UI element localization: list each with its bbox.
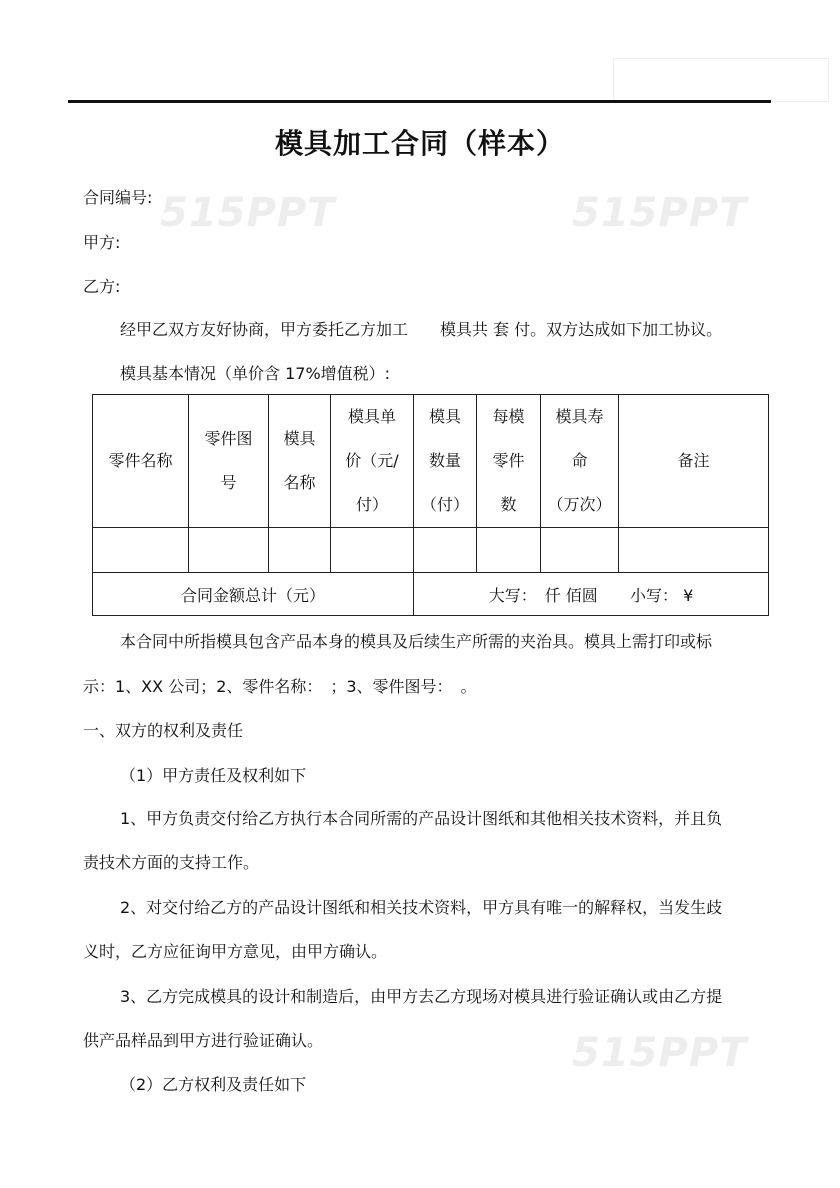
contract-number-field: 合同编号: [83, 188, 153, 207]
table-cell[interactable] [269, 528, 331, 573]
watermark: 515PPT [160, 190, 336, 236]
total-label-cell: 合同金额总计（元） [93, 573, 414, 616]
header-cell-part-name: 零件名称 [93, 395, 189, 528]
intro-paragraph: 经甲乙双方友好协商，甲方委托乙方加工 模具共 套 付。双方达成如下加工协议。 [120, 320, 723, 339]
table-header-row [93, 395, 769, 528]
total-amount-in-figures: 小写： ¥ [630, 585, 694, 605]
table-cell[interactable] [414, 528, 477, 573]
item-1-line-1: 1、甲方负责交付给乙方执行本合同所需的产品设计图纸和其他相关技术资料，并且负 [120, 809, 723, 828]
total-amount-in-words: 大写： 仟 佰圆 [488, 585, 598, 605]
top-rule [68, 100, 771, 103]
watermark: 515PPT [572, 190, 748, 236]
party-a-field: 甲方: [83, 233, 121, 252]
item-2-line-1: 2、对交付给乙方的产品设计图纸和相关技术资料，甲方具有唯一的解释权，当发生歧 [120, 898, 723, 917]
header-cell-remarks: 备注 [619, 395, 769, 528]
watermark: 515PPT [572, 1030, 748, 1076]
subheading-party-b: （2）乙方权利及责任如下 [120, 1075, 307, 1094]
header-cell-mold-quantity: 模具 数量 （付） [414, 395, 477, 528]
table-cell[interactable] [189, 528, 269, 573]
corner-box [613, 58, 829, 102]
table-cell[interactable] [93, 528, 189, 573]
item-3-line-1: 3、乙方完成模具的设计和制造后，由甲方去乙方现场对模具进行验证确认或由乙方提 [120, 987, 723, 1006]
table-cell[interactable] [477, 528, 541, 573]
item-3-line-2: 供产品样品到甲方进行验证确认。 [83, 1031, 324, 1050]
mold-info-table [92, 394, 769, 616]
header-cell-unit-price: 模具单 价（元/ 付） [331, 395, 414, 528]
party-b-field: 乙方: [83, 277, 121, 296]
table-row [93, 528, 769, 573]
item-1-line-2: 责技术方面的支持工作。 [83, 853, 260, 872]
table-caption: 模具基本情况（单价含 17%增值税）: [120, 364, 391, 383]
item-2-line-2: 义时，乙方应征询甲方意见，由甲方确认。 [83, 942, 388, 961]
header-cell-mold-life: 模具寿 命 （万次） [541, 395, 619, 528]
mold-note-line-1: 本合同中所指模具包含产品本身的模具及后续生产所需的夹治具。模具上需打印或标 [120, 632, 713, 651]
table-cell[interactable] [331, 528, 414, 573]
section-heading-rights: 一、双方的权利及责任 [83, 721, 244, 740]
total-amount-cell[interactable] [414, 573, 769, 616]
header-cell-mold-name: 模具 名称 [269, 395, 331, 528]
subheading-party-a: （1）甲方责任及权利如下 [120, 766, 307, 785]
page-title: 模具加工合同（样本） [274, 127, 565, 160]
table-cell[interactable] [619, 528, 769, 573]
header-cell-part-drawing-no: 零件图 号 [189, 395, 269, 528]
total-row [93, 573, 769, 616]
header-cell-parts-per-mold: 每模 零件 数 [477, 395, 541, 528]
table-cell[interactable] [541, 528, 619, 573]
mold-note-line-2: 示：1、XX 公司；2、零件名称： ；3、零件图号： 。 [83, 677, 477, 696]
